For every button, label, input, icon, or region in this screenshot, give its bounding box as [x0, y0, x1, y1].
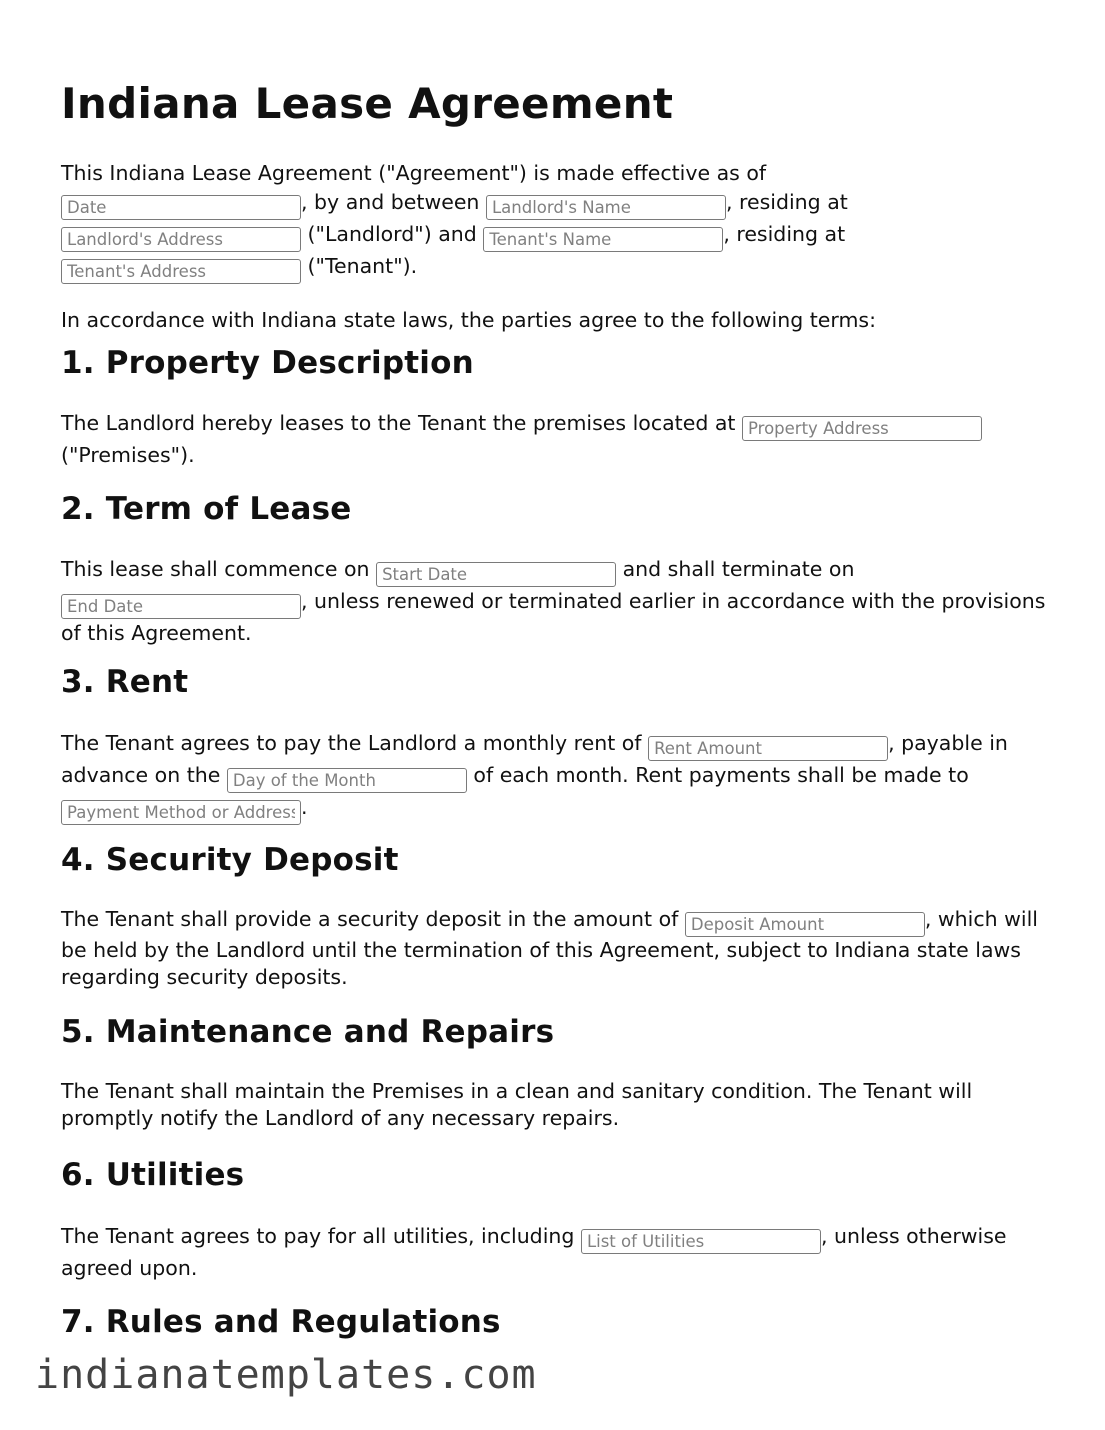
section-heading-property: 1. Property Description: [61, 345, 474, 381]
property-address-field[interactable]: [742, 416, 982, 441]
section-maintenance: [61, 1078, 1046, 1131]
term-paragraph: This lease shall commence on Start Date and shall terminate on End Date, unless renewed or terminated earlier in accordance with the provisions of this Agreement.: [61, 555, 1046, 648]
day-of-month-field[interactable]: [227, 768, 467, 793]
utilities-field[interactable]: [581, 1229, 821, 1254]
landlord-name-field[interactable]: [486, 195, 726, 220]
date-field[interactable]: [61, 195, 301, 220]
payment-method-field[interactable]: [61, 800, 301, 825]
start-date-field[interactable]: [376, 562, 616, 587]
intro-section: [61, 159, 1046, 334]
property-paragraph: The Landlord hereby leases to the Tenant the premises located at Property Address ("Premises").: [61, 409, 1046, 470]
intro-paragraph: This Indiana Lease Agreement ("Agreement") is made effective as of Date, by and between Landlord's Name , residing at Landlord's Address ("Landlord") and Tenant's Name , residing at Tenant's Address ("Tenant").: [61, 159, 1046, 284]
rent-amount-field[interactable]: [648, 736, 888, 761]
section-heading-maintenance: 5. Maintenance and Repairs: [61, 1014, 555, 1050]
rent-paragraph: The Tenant agrees to pay the Landlord a monthly rent of Rent Amount , payable in advance on the Day of the Month of each month. Rent payments shall be made to Payment Method or Address.: [61, 729, 1046, 825]
section-rent: [61, 729, 1046, 825]
section-heading-utilities: 6. Utilities: [61, 1157, 245, 1193]
page-title: Indiana Lease Agreement: [61, 79, 674, 128]
section-deposit: [61, 906, 1046, 990]
accordance-text: In accordance with Indiana state laws, the parties agree to the following terms:: [61, 307, 877, 332]
maintenance-paragraph: The Tenant shall maintain the Premises in a clean and sanitary condition. The Tenant will promptly notify the Landlord of any necessary repairs.: [61, 1079, 973, 1130]
tenant-name-field[interactable]: [483, 227, 723, 252]
end-date-field[interactable]: [61, 594, 301, 619]
section-heading-term: 2. Term of Lease: [61, 491, 352, 527]
watermark: indianatemplates.com: [35, 1352, 537, 1398]
utilities-paragraph: The Tenant agrees to pay for all utilities, including List of Utilities , unless otherwise agreed upon.: [61, 1222, 1046, 1283]
deposit-amount-field[interactable]: [685, 912, 925, 937]
deposit-paragraph: The Tenant shall provide a security deposit in the amount of Deposit Amount , which will be held by the Landlord until the termination of this Agreement, subject to Indiana state laws regarding security deposits.: [61, 906, 1046, 990]
section-term: [61, 555, 1046, 648]
section-heading-rules: 7. Rules and Regulations: [61, 1304, 501, 1340]
section-property: [61, 409, 1046, 470]
section-utilities: [61, 1222, 1046, 1283]
section-heading-rent: 3. Rent: [61, 664, 189, 700]
tenant-address-field[interactable]: [61, 259, 301, 284]
section-heading-deposit: 4. Security Deposit: [61, 842, 399, 878]
landlord-address-field[interactable]: [61, 227, 301, 252]
